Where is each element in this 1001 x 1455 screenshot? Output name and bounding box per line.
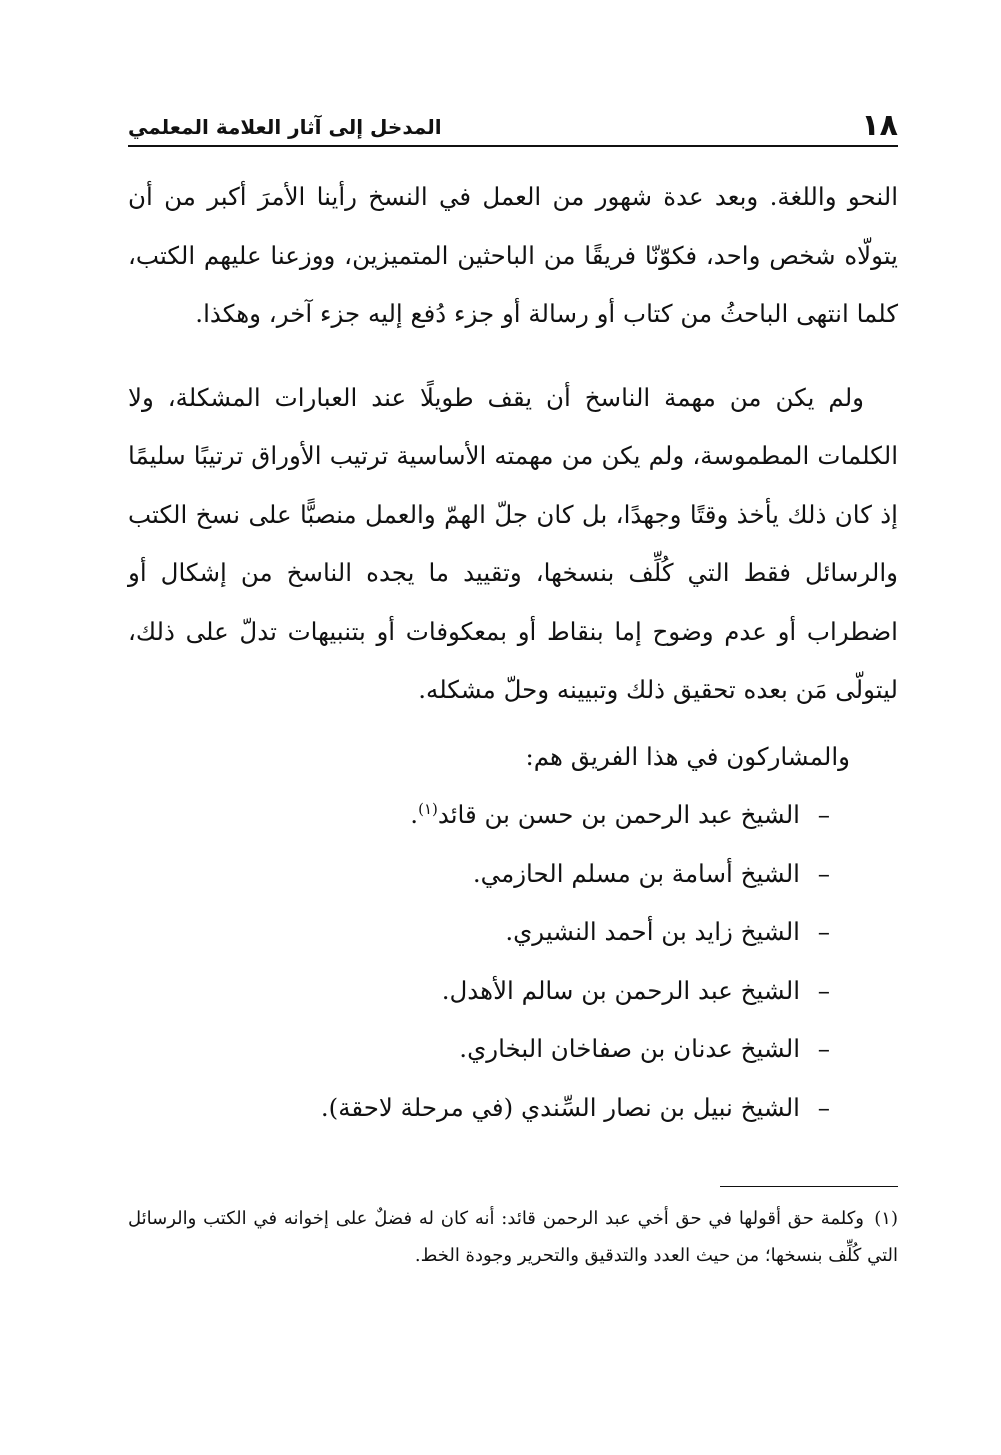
participants-intro: والمشاركون في هذا الفريق هم: [525,741,850,771]
header-rule [128,145,898,147]
item-period: . [410,800,419,829]
page-header [128,108,898,148]
page-number: ١٨ [861,108,898,143]
paragraph-1: النحو واللغة. وبعد عدة شهور من العمل في النسخ رأينا الأمرَ أكبر من أن يتولّاه شخص واحد، فكوّنّا فريقًا من الباحثين المتميزين، ووزعنا عليهم الكتب، كلما انتهى الباحثُ من كتاب أو رسالة أو جزء دُفع إليه جزء آخر، وهكذا. [128,182,898,328]
main-text [128,168,898,1137]
list-item: – الشيخ زايد بن أحمد النشيري. [128,903,830,962]
running-title: المدخل إلى آثار العلامة المعلمي [128,115,442,139]
list-item: – الشيخ أسامة بن مسلم الحازمي. [128,845,830,904]
footnote-reference: (١) [418,799,438,818]
footnote-paragraph [128,1200,898,1274]
footnote-separator [720,1186,898,1187]
list-item: – الشيخ نبيل بن نصار السِّندي (في مرحلة لاحقة). [128,1079,830,1138]
paragraph-2: ولم يكن من مهمة الناسخ أن يقف طويلًا عند العبارات المشكلة، ولا الكلمات المطموسة، ولم يكن من مهمته الأساسية ترتيب الأوراق ترتيبًا سليمًا إذ كان ذلك يأخذ وقتًا وجهدًا، بل كان جلّ الهمّ والعمل منصبًّا على نسخ الكتب والرسائل فقط التي كُلِّف بنسخها، وتقييد ما يجده الناسخ من إشكال أو اضطراب أو عدم وضوح إما بنقاط أو بمعكوفات أو بتنبيهات تدلّ على ذلك، ليتولّى مَن بعده تحقيق ذلك وتبيينه وحلّ مشكله. [128,382,898,704]
footnote-text: وكلمة حق أقولها في حق أخي عبد الرحمن قائد: أنه كان له فضلٌ على إخوانه في الكتب والرسائل التي كُلِّف بنسخها؛ من حيث العدد والتدقيق والتحرير وجودة الخط. [128,1208,898,1266]
participant-name: الشيخ عبد الرحمن بن حسن بن قائد [437,800,800,829]
list-item: – الشيخ عبد الرحمن بن سالم الأهدل. [128,962,830,1021]
list-item: – الشيخ عدنان بن صفاخان البخاري. [128,1020,830,1079]
footnote [128,1200,898,1274]
participants-list [128,786,898,1137]
list-item [128,786,830,845]
footnote-number: (١) [874,1208,898,1229]
